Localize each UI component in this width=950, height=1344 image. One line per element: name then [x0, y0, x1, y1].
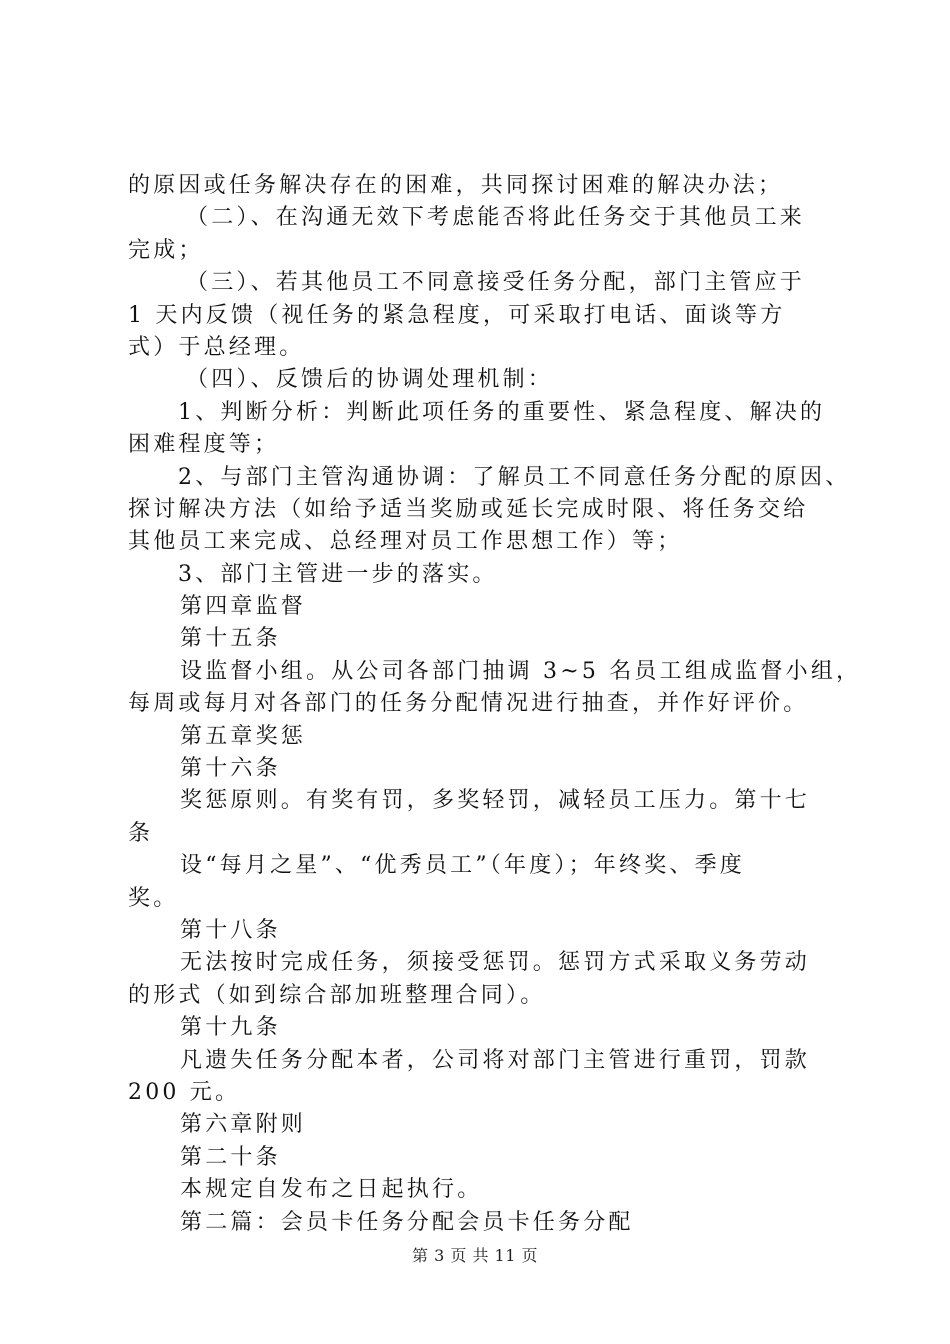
paragraph-line: 2、与部门主管沟通协调：了解员工不同意任务分配的原因、 [178, 464, 851, 490]
paragraph-line: （二）、在沟通无效下考虑能否将此任务交于其他员工来 [186, 205, 806, 231]
article-heading: 第十五条 [180, 626, 281, 652]
section-heading: 第二篇：会员卡任务分配会员卡任务分配 [180, 1209, 634, 1235]
paragraph-line: 完成； [128, 237, 204, 263]
article-heading: 第十八条 [180, 917, 281, 943]
paragraph-line: 3、部门主管进一步的落实。 [178, 561, 498, 587]
paragraph-line: 其他员工来完成、总经理对员工作思想工作）等； [128, 529, 683, 555]
chapter-heading: 第六章附则 [180, 1112, 307, 1138]
paragraph-line: 1、判断分析：判断此项任务的重要性、紧急程度、解决的 [178, 399, 826, 425]
paragraph-line: 的原因或任务解决存在的困难，共同探讨困难的解决办法； [128, 173, 784, 198]
chapter-heading: 第五章奖惩 [180, 723, 307, 749]
article-heading: 第十九条 [180, 1015, 281, 1041]
paragraph-line: 每周或每月对各部门的任务分配情况进行抽查，并作好评价。 [128, 691, 809, 717]
paragraph-line: 探讨解决方法（如给予适当奖励或延长完成时限、将任务交给 [128, 496, 809, 522]
paragraph-line: 式）于总经理。 [128, 334, 305, 360]
paragraph-line: （四）、反馈后的协调处理机制： [186, 367, 554, 393]
paragraph-line: 200 元。 [128, 1079, 241, 1105]
paragraph-line: 设监督小组。从公司各部门抽调 3~5 名员工组成监督小组， [180, 658, 862, 684]
paragraph-line: 凡遗失任务分配本者，公司将对部门主管进行重罚，罚款 [180, 1047, 811, 1073]
paragraph-line: 奖惩原则。有奖有罚，多奖轻罚，减轻员工压力。第十七 [180, 788, 811, 814]
paragraph-line: 条 [128, 820, 154, 846]
chapter-heading: 第四章监督 [180, 594, 307, 620]
paragraph-line: （三）、若其他员工不同意接受任务分配，部门主管应于 [186, 270, 806, 296]
paragraph-line: 的形式（如到综合部加班整理合同）。 [128, 982, 546, 1008]
document-body [128, 170, 862, 1239]
paragraph-line: 设“每月之星”、“优秀员工”（年度）；年终奖、季度 [180, 853, 745, 879]
page-number-footer: 第 3 页 共 11 页 [412, 1246, 538, 1265]
article-heading: 第十六条 [180, 756, 281, 782]
paragraph-line: 奖。 [128, 885, 179, 911]
paragraph-line: 本规定自发布之日起执行。 [180, 1177, 483, 1203]
article-heading: 第二十条 [180, 1144, 281, 1170]
paragraph-line: 1 天内反馈（视任务的紧急程度，可采取打电话、面谈等方 [128, 302, 786, 328]
paragraph-line: 无法按时完成任务，须接受惩罚。惩罚方式采取义务劳动 [180, 950, 811, 976]
paragraph-line: 困难程度等； [128, 432, 280, 458]
